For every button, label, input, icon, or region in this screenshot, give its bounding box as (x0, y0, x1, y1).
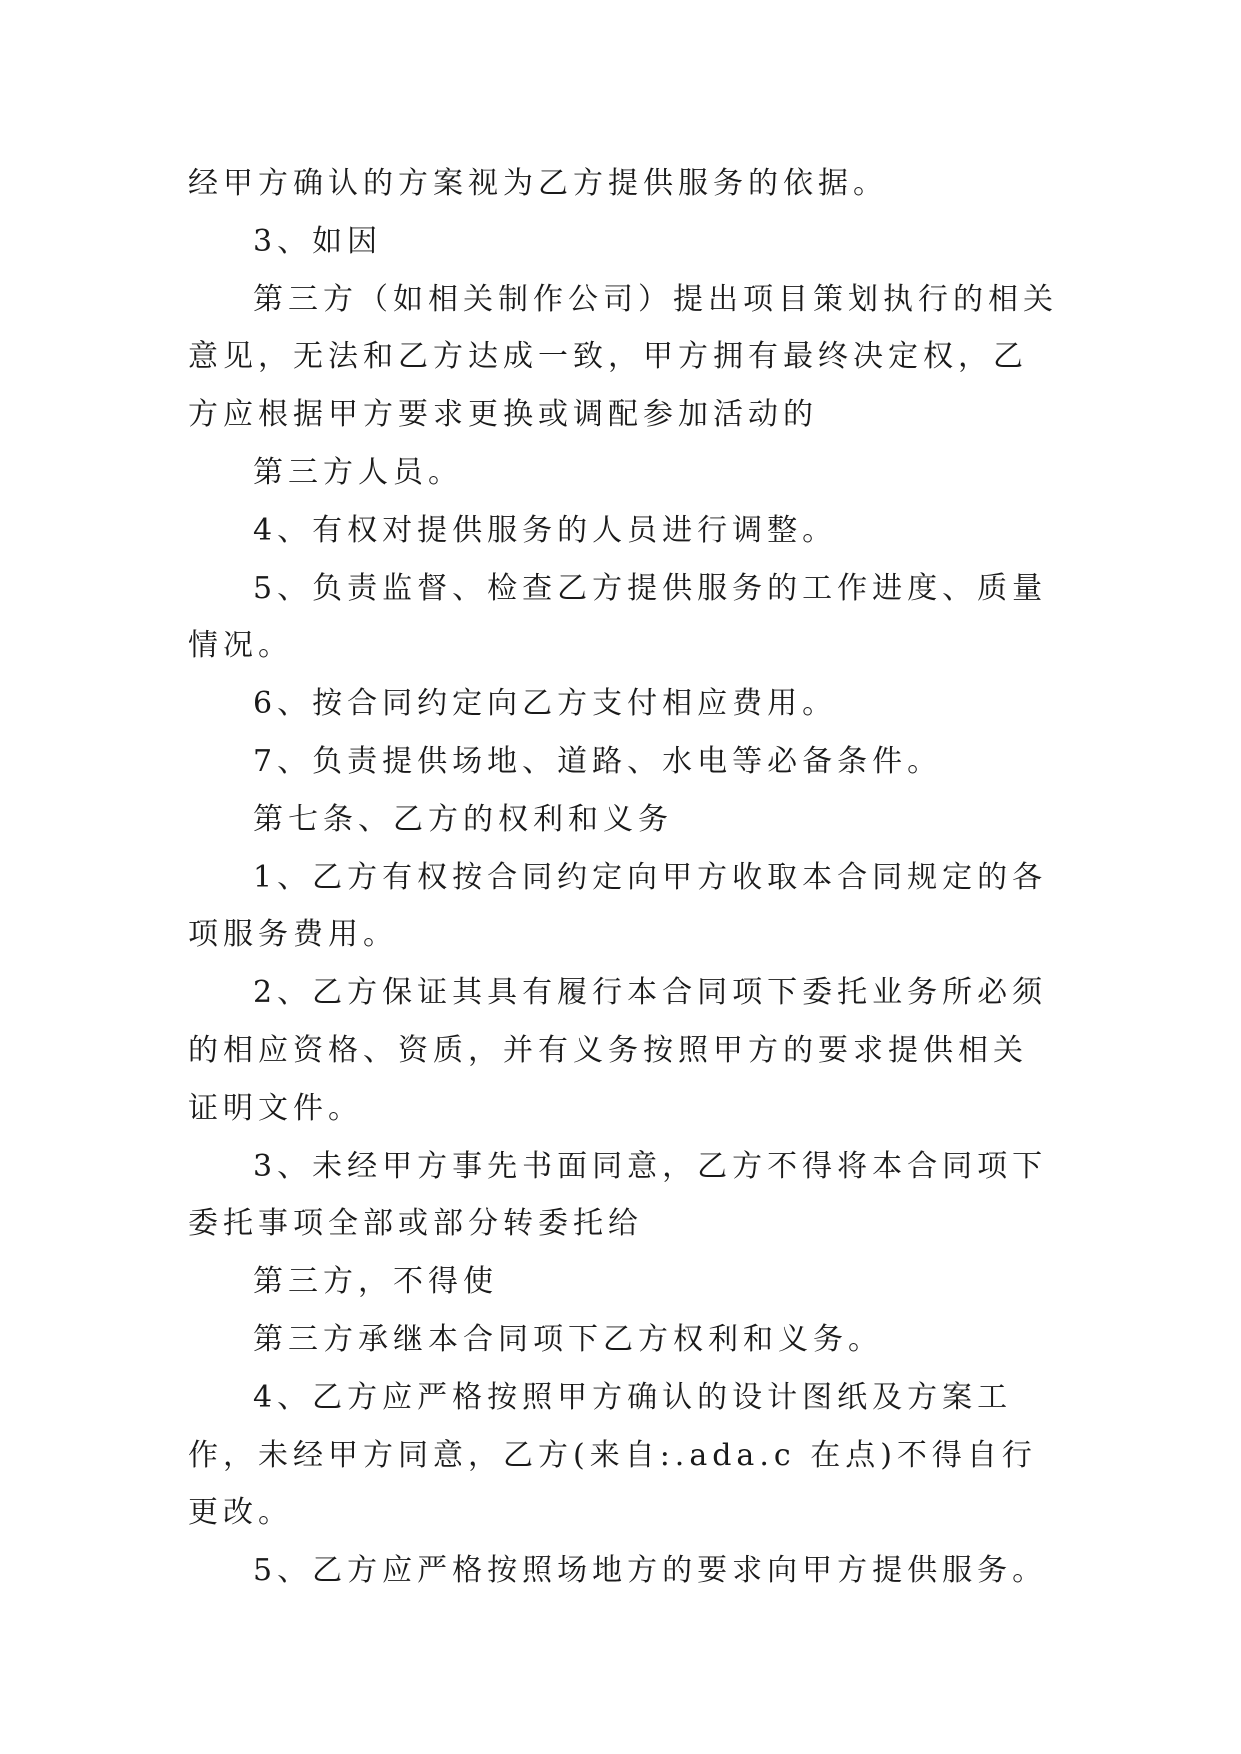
document-body (188, 155, 1058, 1600)
paragraph: 5、乙方应严格按照场地方的要求向甲方提供服务。 (253, 1553, 1048, 1589)
paragraph: 第三方承继本合同项下乙方权利和义务。 (253, 1321, 883, 1357)
paragraph: 6、按合同约定向乙方支付相应费用。 (253, 686, 838, 722)
paragraph: 1、乙方有权按合同约定向甲方收取本合同规定的各项服务费用。 (188, 859, 1048, 953)
paragraph: 第三方人员。 (253, 454, 463, 490)
paragraph: 5、负责监督、检查乙方提供服务的工作进度、质量情况。 (188, 570, 1048, 664)
paragraph: 经甲方确认的方案视为乙方提供服务的依据。 (188, 166, 888, 201)
paragraph: 第三方，不得使 (253, 1264, 498, 1300)
paragraph: 4、有权对提供服务的人员进行调整。 (253, 512, 838, 548)
paragraph: 3、如因 (253, 223, 383, 259)
paragraph: 3、未经甲方事先书面同意，乙方不得将本合同项下委托事项全部或部分转委托给 (188, 1148, 1048, 1242)
paragraph: 4、乙方应严格按照甲方确认的设计图纸及方案工作，未经甲方同意，乙方(来自:.ada.c 在点)不得自行更改。 (188, 1379, 1037, 1531)
paragraph: 2、乙方保证其具有履行本合同项下委托业务所必须的相应资格、资质，并有义务按照甲方的要求提供相关证明文件。 (188, 975, 1048, 1126)
section-heading: 第七条、乙方的权利和义务 (253, 801, 673, 837)
paragraph: 7、负责提供场地、道路、水电等必备条件。 (253, 743, 943, 779)
paragraph: 第三方（如相关制作公司）提出项目策划执行的相关意见，无法和乙方达成一致，甲方拥有最终决定权，乙方应根据甲方要求更换或调配参加活动的 (188, 281, 1058, 433)
